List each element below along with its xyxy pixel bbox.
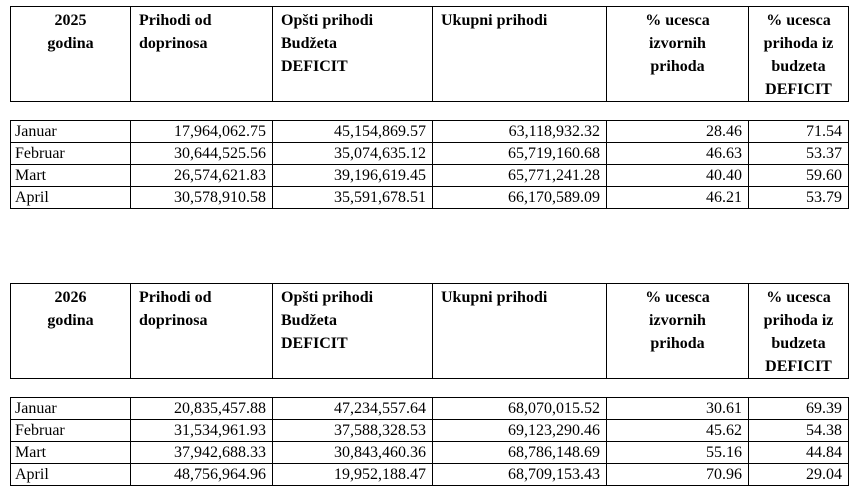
header-ucesca-deficit: % ucesca prihoda iz budzeta DEFICIT xyxy=(749,7,849,102)
value-cell: 30.61 xyxy=(607,398,749,420)
year-header: 2026 godina xyxy=(11,284,131,379)
header-prihodi-od-doprinosa: Prihodi od doprinosa xyxy=(131,284,273,379)
value-cell: 53.79 xyxy=(749,187,849,209)
value-cell: 66,170,589.09 xyxy=(433,187,607,209)
table-row xyxy=(11,464,849,486)
year-header: 2025 godina xyxy=(11,7,131,102)
header-opsti-prihodi: Opšti prihodi Budžeta DEFICIT xyxy=(273,7,433,102)
header-opsti-prihodi: Opšti prihodi Budžeta DEFICIT xyxy=(273,284,433,379)
value-cell: 46.21 xyxy=(607,187,749,209)
header-ucesca-deficit: % ucesca prihoda iz budzeta DEFICIT xyxy=(749,284,849,379)
value-cell: 35,591,678.51 xyxy=(273,187,433,209)
header-ukupni-prihodi: Ukupni prihodi xyxy=(433,284,607,379)
header-prihodi-od-doprinosa: Prihodi od doprinosa xyxy=(131,7,273,102)
value-cell: 53.37 xyxy=(749,143,849,165)
value-cell: 31,534,961.93 xyxy=(131,420,273,442)
value-cell: 47,234,557.64 xyxy=(273,398,433,420)
header-table-2026 xyxy=(10,283,849,379)
month-cell: Mart xyxy=(11,165,131,187)
value-cell: 69,123,290.46 xyxy=(433,420,607,442)
value-cell: 29.04 xyxy=(749,464,849,486)
value-cell: 48,756,964.96 xyxy=(131,464,273,486)
value-cell: 37,588,328.53 xyxy=(273,420,433,442)
header-ucesca-izvornih: % ucesca izvornih prihoda xyxy=(607,7,749,102)
value-cell: 65,771,241.28 xyxy=(433,165,607,187)
value-cell: 17,964,062.75 xyxy=(131,121,273,143)
value-cell: 59.60 xyxy=(749,165,849,187)
value-cell: 30,644,525.56 xyxy=(131,143,273,165)
month-cell: Mart xyxy=(11,442,131,464)
value-cell: 68,709,153.43 xyxy=(433,464,607,486)
month-cell: Januar xyxy=(11,398,131,420)
month-cell: Februar xyxy=(11,420,131,442)
table-2026-block xyxy=(10,283,848,486)
value-cell: 19,952,188.47 xyxy=(273,464,433,486)
value-cell: 68,070,015.52 xyxy=(433,398,607,420)
value-cell: 39,196,619.45 xyxy=(273,165,433,187)
value-cell: 63,118,932.32 xyxy=(433,121,607,143)
table-row xyxy=(11,121,849,143)
value-cell: 46.63 xyxy=(607,143,749,165)
month-cell: April xyxy=(11,464,131,486)
data-table-2025 xyxy=(10,120,849,209)
month-cell: April xyxy=(11,187,131,209)
table-2025-block xyxy=(10,6,848,209)
table-row xyxy=(11,442,849,464)
value-cell: 65,719,160.68 xyxy=(433,143,607,165)
header-ucesca-izvornih: % ucesca izvornih prihoda xyxy=(607,284,749,379)
value-cell: 37,942,688.33 xyxy=(131,442,273,464)
table-row xyxy=(11,398,849,420)
value-cell: 44.84 xyxy=(749,442,849,464)
table-row xyxy=(11,187,849,209)
value-cell: 68,786,148.69 xyxy=(433,442,607,464)
value-cell: 40.40 xyxy=(607,165,749,187)
value-cell: 35,074,635.12 xyxy=(273,143,433,165)
value-cell: 69.39 xyxy=(749,398,849,420)
value-cell: 30,843,460.36 xyxy=(273,442,433,464)
value-cell: 20,835,457.88 xyxy=(131,398,273,420)
value-cell: 54.38 xyxy=(749,420,849,442)
value-cell: 45,154,869.57 xyxy=(273,121,433,143)
month-cell: Januar xyxy=(11,121,131,143)
value-cell: 28.46 xyxy=(607,121,749,143)
value-cell: 30,578,910.58 xyxy=(131,187,273,209)
table-row xyxy=(11,165,849,187)
month-cell: Februar xyxy=(11,143,131,165)
value-cell: 70.96 xyxy=(607,464,749,486)
value-cell: 71.54 xyxy=(749,121,849,143)
value-cell: 55.16 xyxy=(607,442,749,464)
header-table-2025 xyxy=(10,6,849,102)
value-cell: 26,574,621.83 xyxy=(131,165,273,187)
header-ukupni-prihodi: Ukupni prihodi xyxy=(433,7,607,102)
table-row xyxy=(11,143,849,165)
table-row xyxy=(11,420,849,442)
value-cell: 45.62 xyxy=(607,420,749,442)
data-table-2026 xyxy=(10,397,849,486)
